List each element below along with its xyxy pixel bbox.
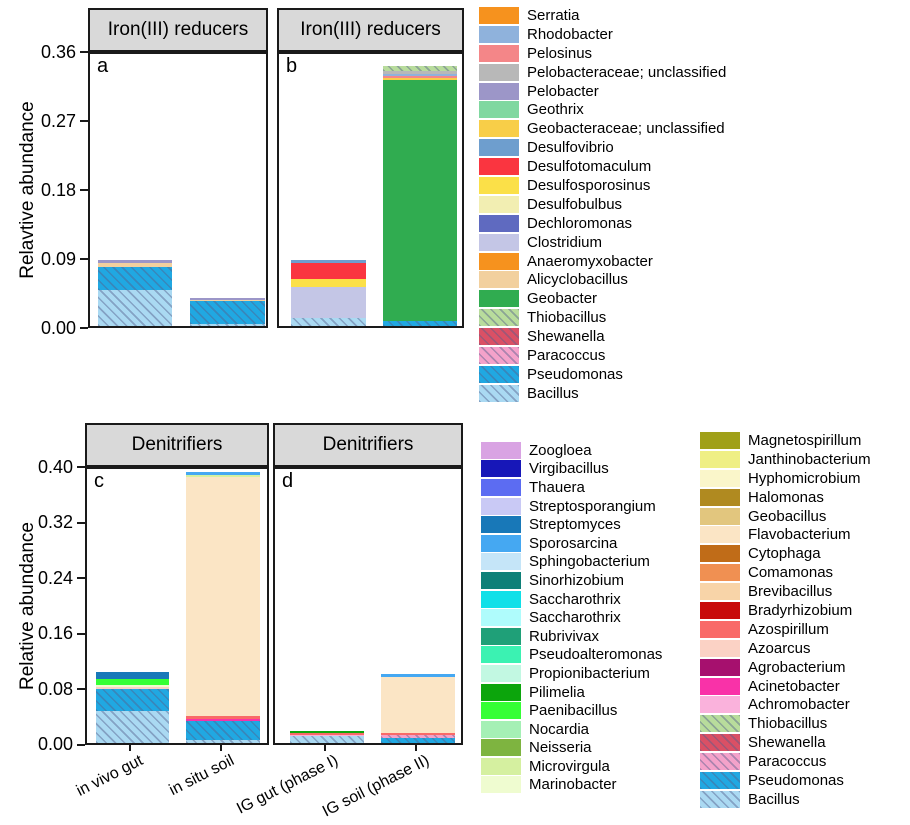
legend-label: Pseudomonas <box>748 771 844 789</box>
legend-item-pseudomonas <box>700 771 871 790</box>
legend-label: Nocardia <box>529 720 590 738</box>
legend-swatch-pelobacteraceae-unclassified <box>479 64 519 81</box>
y-tick-mark <box>80 258 88 260</box>
legend-label: Bacillus <box>748 790 800 808</box>
legend-label: Cytophaga <box>748 545 821 563</box>
legend-swatch-thiobacillus <box>479 309 519 326</box>
legend-item-zoogloea <box>481 441 662 460</box>
y-tick <box>0 180 88 200</box>
legend-swatch-achromobacter <box>700 696 740 713</box>
stacked-bar-ig-gut <box>291 260 366 326</box>
legend-label: Shewanella <box>748 734 826 752</box>
x-axis-label-ig-gut-phase-i: IG gut (phase I) <box>233 752 341 818</box>
legend-item-saccharothrix <box>481 608 662 627</box>
legend-label: Paenibacillus <box>529 702 618 720</box>
y-tick-mark <box>77 633 85 635</box>
legend-swatch-streptosporangium <box>481 498 521 515</box>
x-tick-mark <box>324 745 326 751</box>
legend-swatch-paracoccus <box>479 347 519 364</box>
legend-label: Sinorhizobium <box>529 571 625 589</box>
stacked-bar-in-vivo-gut <box>96 672 169 743</box>
bar-segment-bacillus <box>98 290 172 326</box>
panel-a-header <box>88 8 268 52</box>
panel-b-title: Iron(III) reducers <box>300 19 441 40</box>
y-tick-label: 0.16 <box>37 623 73 644</box>
legend-item-geobacter <box>479 289 726 308</box>
legend-swatch-propionibacterium <box>481 665 521 682</box>
panel-c-header <box>85 423 269 467</box>
y-tick <box>0 318 88 338</box>
legend-item-paracoccus <box>700 752 871 771</box>
legend-swatch-desulfosporosinus <box>479 177 519 194</box>
y-tick-label: 0.09 <box>40 248 76 269</box>
legend-swatch-geobacter <box>479 290 519 307</box>
legend-label: Hyphomicrobium <box>748 469 861 487</box>
legend-label: Zoogloea <box>529 441 592 459</box>
legend-swatch-thauera <box>481 479 521 496</box>
panel-letter-b: b <box>286 55 298 77</box>
legend-swatch-bradyrhizobium <box>700 602 740 619</box>
legend-item-magnetospirillum <box>700 431 871 450</box>
legend-swatch-rhodobacter <box>479 26 519 43</box>
legend-label: Brevibacillus <box>748 583 833 601</box>
y-axis-label-bottom: Relative abundance <box>17 522 38 690</box>
legend-item-geobacteraceae-unclassified <box>479 119 726 138</box>
stacked-bar-in-vivo-gut <box>98 260 172 326</box>
legend-swatch-janthinobacterium <box>700 451 740 468</box>
bar-segment-bacillus <box>190 324 265 326</box>
panel-letter-c: c <box>94 470 104 492</box>
y-tick-label: 0.00 <box>40 317 76 338</box>
y-tick <box>0 679 85 699</box>
y-tick <box>0 513 85 533</box>
legend-iron-reducers <box>479 6 726 403</box>
x-axis-label-ig-soil-phase-ii: IG soil (phase II) <box>319 752 432 821</box>
legend-swatch-marinobacter <box>481 776 521 793</box>
legend-label: Azospirillum <box>748 620 829 638</box>
bar-segment-geobacter <box>383 80 457 320</box>
y-tick-mark <box>80 51 88 53</box>
legend-label: Saccharothrix <box>529 609 621 627</box>
panel-b-header <box>277 8 464 52</box>
legend-item-geobacillus <box>700 507 871 526</box>
legend-label: Paracoccus <box>748 753 827 771</box>
y-tick-mark <box>77 522 85 524</box>
legend-swatch-paenibacillus <box>481 702 521 719</box>
bar-segment-bacillus <box>186 740 260 743</box>
legend-swatch-shewanella <box>479 328 519 345</box>
y-tick-label: 0.32 <box>37 512 73 533</box>
legend-item-azospirillum <box>700 620 871 639</box>
legend-swatch-pelosinus <box>479 45 519 62</box>
legend-item-shewanella <box>479 327 726 346</box>
legend-item-virgibacillus <box>481 460 662 479</box>
y-tick <box>0 568 85 588</box>
stacked-bar-in-situ-soil <box>186 472 260 743</box>
legend-item-bradyrhizobium <box>700 601 871 620</box>
legend-swatch-saccharothrix <box>481 591 521 608</box>
panel-c-title: Denitrifiers <box>131 434 223 455</box>
legend-swatch-virgibacillus <box>481 460 521 477</box>
stacked-bar-ig-gut <box>290 731 364 743</box>
legend-label: Virgibacillus <box>529 460 609 478</box>
legend-swatch-streptomyces <box>481 516 521 533</box>
legend-label: Pelobacteraceae; unclassified <box>527 63 727 81</box>
panel-letter-d: d <box>282 470 294 492</box>
legend-item-hyphomicrobium <box>700 469 871 488</box>
legend-swatch-pseudomonas <box>479 366 519 383</box>
legend-swatch-neisseria <box>481 739 521 756</box>
legend-swatch-serratia <box>479 7 519 24</box>
legend-item-pseudoalteromonas <box>481 646 662 665</box>
legend-swatch-comamonas <box>700 564 740 581</box>
legend-label: Streptomyces <box>529 516 621 534</box>
legend-label: Pseudoalteromonas <box>529 646 663 664</box>
legend-item-acinetobacter <box>700 677 871 696</box>
legend-label: Anaeromyxobacter <box>527 252 653 270</box>
legend-item-thiobacillus <box>700 714 871 733</box>
legend-label: Geobacillus <box>748 507 827 525</box>
legend-item-dechloromonas <box>479 214 726 233</box>
y-tick-label: 0.18 <box>40 179 76 200</box>
legend-label: Magnetospirillum <box>748 431 862 449</box>
legend-label: Rhodobacter <box>527 25 613 43</box>
y-axis-label-top: Relavtive abundance <box>17 101 38 279</box>
legend-item-pelobacter <box>479 82 726 101</box>
legend-item-paracoccus <box>479 346 726 365</box>
legend-item-pelosinus <box>479 44 726 63</box>
legend-swatch-acinetobacter <box>700 678 740 695</box>
y-tick-label: 0.36 <box>40 41 76 62</box>
legend-item-rhodobacter <box>479 25 726 44</box>
legend-item-microvirgula <box>481 757 662 776</box>
legend-item-alicyclobacillus <box>479 270 726 289</box>
y-tick-mark <box>77 466 85 468</box>
panel-d-title: Denitrifiers <box>322 434 414 455</box>
legend-swatch-desulfovibrio <box>479 139 519 156</box>
legend-label: Geobacteraceae; unclassified <box>527 120 725 138</box>
legend-item-brevibacillus <box>700 582 871 601</box>
legend-item-desulfotomaculum <box>479 157 726 176</box>
legend-item-desulfosporosinus <box>479 176 726 195</box>
legend-label: Halomonas <box>748 488 824 506</box>
panel-d-header <box>273 423 463 467</box>
y-tick <box>0 735 85 755</box>
legend-item-flavobacterium <box>700 525 871 544</box>
legend-label: Streptosporangium <box>529 497 656 515</box>
legend-label: Sphingobacterium <box>529 553 650 571</box>
x-axis-label-in-situ-soil: in situ soil <box>166 752 237 800</box>
bar-segment-pseudomonas <box>383 321 457 326</box>
legend-swatch-pseudoalteromonas <box>481 646 521 663</box>
legend-swatch-pelobacter <box>479 83 519 100</box>
y-tick-mark <box>77 744 85 746</box>
legend-label: Shewanella <box>527 328 605 346</box>
legend-label: Bradyrhizobium <box>748 601 853 619</box>
legend-item-paenibacillus <box>481 701 662 720</box>
legend-item-pilimelia <box>481 683 662 702</box>
legend-label: Thiobacillus <box>748 715 828 733</box>
legend-item-halomonas <box>700 488 871 507</box>
legend-item-desulfovibrio <box>479 138 726 157</box>
y-tick-label: 0.00 <box>37 734 73 755</box>
legend-label: Janthinobacterium <box>748 450 871 468</box>
x-axis-label-in-vivo-gut: in vivo gut <box>73 752 146 800</box>
plot-panel-a <box>88 52 268 328</box>
legend-swatch-rubrivivax <box>481 628 521 645</box>
legend-swatch-pilimelia <box>481 684 521 701</box>
bar-segment-clostridium <box>291 287 366 318</box>
y-tick <box>0 42 88 62</box>
legend-label: Dechloromonas <box>527 214 633 232</box>
y-tick <box>0 457 85 477</box>
legend-swatch-sporosarcina <box>481 535 521 552</box>
legend-swatch-geothrix <box>479 101 519 118</box>
legend-swatch-bacillus <box>700 791 740 808</box>
legend-item-comamonas <box>700 563 871 582</box>
legend-swatch-geobacteraceae-unclassified <box>479 120 519 137</box>
legend-swatch-desulfobulbus <box>479 196 519 213</box>
legend-item-shewanella <box>700 733 871 752</box>
legend-item-achromobacter <box>700 695 871 714</box>
legend-denitrifiers-left <box>481 441 662 794</box>
legend-item-sphingobacterium <box>481 553 662 572</box>
legend-label: Pseudomonas <box>527 365 623 383</box>
legend-swatch-sinorhizobium <box>481 572 521 589</box>
legend-swatch-bacillus <box>479 385 519 402</box>
legend-item-thauera <box>481 478 662 497</box>
legend-label: Thauera <box>529 478 585 496</box>
legend-item-saccharothrix <box>481 590 662 609</box>
legend-swatch-dechloromonas <box>479 215 519 232</box>
bar-segment-flavobacterium <box>381 677 455 733</box>
panel-a-title: Iron(III) reducers <box>107 19 249 40</box>
legend-label: Saccharothrix <box>529 590 621 608</box>
legend-swatch-nocardia <box>481 721 521 738</box>
legend-label: Neisseria <box>529 739 592 757</box>
legend-item-propionibacterium <box>481 664 662 683</box>
legend-swatch-halomonas <box>700 489 740 506</box>
y-tick <box>0 249 88 269</box>
legend-item-streptomyces <box>481 515 662 534</box>
legend-swatch-desulfotomaculum <box>479 158 519 175</box>
legend-item-streptosporangium <box>481 497 662 516</box>
legend-item-bacillus <box>479 384 726 403</box>
plot-panel-c <box>85 467 269 745</box>
legend-swatch-azospirillum <box>700 621 740 638</box>
legend-label: Desulfosporosinus <box>527 176 651 194</box>
legend-item-azoarcus <box>700 639 871 658</box>
legend-swatch-paracoccus <box>700 753 740 770</box>
legend-swatch-shewanella <box>700 734 740 751</box>
legend-label: Desulfovibrio <box>527 139 614 157</box>
bar-segment-bacillus <box>290 736 364 743</box>
legend-swatch-hyphomicrobium <box>700 470 740 487</box>
y-tick-mark <box>77 688 85 690</box>
legend-swatch-zoogloea <box>481 442 521 459</box>
legend-label: Thiobacillus <box>527 309 607 327</box>
bar-segment-pseudomonas <box>186 721 260 740</box>
legend-label: Flavobacterium <box>748 526 851 544</box>
legend-swatch-pseudomonas <box>700 772 740 789</box>
legend-item-clostridium <box>479 233 726 252</box>
bar-segment-desulfotomaculum <box>291 263 366 279</box>
legend-item-serratia <box>479 6 726 25</box>
legend-item-desulfobulbus <box>479 195 726 214</box>
x-tick-mark <box>415 745 417 751</box>
plot-panel-b <box>277 52 464 328</box>
legend-label: Sporosarcina <box>529 534 618 552</box>
legend-label: Marinobacter <box>529 776 617 794</box>
legend-item-nocardia <box>481 720 662 739</box>
legend-item-agrobacterium <box>700 658 871 677</box>
legend-label: Desulfotomaculum <box>527 158 652 176</box>
legend-label: Comamonas <box>748 564 834 582</box>
legend-swatch-brevibacillus <box>700 583 740 600</box>
legend-label: Geothrix <box>527 101 584 119</box>
legend-item-janthinobacterium <box>700 450 871 469</box>
y-tick-label: 0.40 <box>37 456 73 477</box>
legend-label: Paracoccus <box>527 346 606 364</box>
legend-item-neisseria <box>481 739 662 758</box>
legend-item-thiobacillus <box>479 308 726 327</box>
panel-letter-a: a <box>97 55 109 77</box>
legend-item-sinorhizobium <box>481 571 662 590</box>
bar-segment-pseudomonas <box>98 267 172 290</box>
bar-segment-bacillus <box>96 711 169 743</box>
legend-label: Achromobacter <box>748 696 850 714</box>
legend-swatch-geobacillus <box>700 508 740 525</box>
legend-swatch-anaeromyxobacter <box>479 253 519 270</box>
stacked-bar-ig-soil <box>383 66 457 326</box>
y-tick-mark <box>80 189 88 191</box>
legend-label: Rubrivivax <box>529 627 600 645</box>
legend-swatch-azoarcus <box>700 640 740 657</box>
legend-swatch-sphingobacterium <box>481 553 521 570</box>
legend-swatch-agrobacterium <box>700 659 740 676</box>
legend-denitrifiers-right <box>700 431 871 809</box>
legend-label: Pilimelia <box>529 683 585 701</box>
y-tick-mark <box>77 577 85 579</box>
legend-label: Desulfobulbus <box>527 195 623 213</box>
y-tick-label: 0.08 <box>37 678 73 699</box>
stacked-bar-in-situ-soil <box>190 298 265 326</box>
legend-swatch-thiobacillus <box>700 715 740 732</box>
legend-swatch-flavobacterium <box>700 526 740 543</box>
legend-swatch-clostridium <box>479 234 519 251</box>
legend-item-sporosarcina <box>481 534 662 553</box>
y-tick-label: 0.27 <box>40 110 76 131</box>
legend-label: Acinetobacter <box>748 677 840 695</box>
legend-swatch-alicyclobacillus <box>479 271 519 288</box>
legend-swatch-magnetospirillum <box>700 432 740 449</box>
x-tick-mark <box>129 745 131 751</box>
x-tick-mark <box>220 745 222 751</box>
legend-label: Azoarcus <box>748 639 811 657</box>
bar-segment-flavobacterium <box>186 477 260 716</box>
y-tick <box>0 624 85 644</box>
legend-item-pelobacteraceae-unclassified <box>479 63 726 82</box>
legend-item-pseudomonas <box>479 365 726 384</box>
legend-item-bacillus <box>700 790 871 809</box>
legend-label: Agrobacterium <box>748 658 846 676</box>
bar-segment-pseudomonas <box>190 301 265 324</box>
y-axis-ticks-top <box>0 42 88 338</box>
legend-item-cytophaga <box>700 544 871 563</box>
legend-label: Serratia <box>527 6 580 24</box>
legend-label: Pelobacter <box>527 82 599 100</box>
legend-label: Bacillus <box>527 384 579 402</box>
bar-segment-pseudomonas <box>381 738 455 743</box>
legend-swatch-saccharothrix <box>481 609 521 626</box>
y-tick-mark <box>80 120 88 122</box>
y-tick-mark <box>80 327 88 329</box>
legend-label: Geobacter <box>527 290 598 308</box>
bar-segment-bacillus <box>291 318 366 326</box>
legend-item-geothrix <box>479 100 726 119</box>
legend-item-rubrivivax <box>481 627 662 646</box>
legend-label: Pelosinus <box>527 44 593 62</box>
y-tick <box>0 111 88 131</box>
legend-swatch-cytophaga <box>700 545 740 562</box>
bar-segment-pseudomonas <box>96 689 169 711</box>
bar-segment-streptomyces <box>96 672 169 680</box>
plot-panel-d <box>273 467 463 745</box>
legend-label: Microvirgula <box>529 757 610 775</box>
legend-label: Clostridium <box>527 233 603 251</box>
stacked-bar-ig-soil <box>381 674 455 743</box>
y-axis-ticks-bottom <box>0 457 85 755</box>
legend-item-marinobacter <box>481 776 662 795</box>
legend-label: Propionibacterium <box>529 664 650 682</box>
y-tick-label: 0.24 <box>37 567 73 588</box>
legend-label: Alicyclobacillus <box>527 271 628 289</box>
legend-item-anaeromyxobacter <box>479 252 726 271</box>
bar-segment-desulfosporosinus <box>291 279 366 287</box>
legend-swatch-microvirgula <box>481 758 521 775</box>
